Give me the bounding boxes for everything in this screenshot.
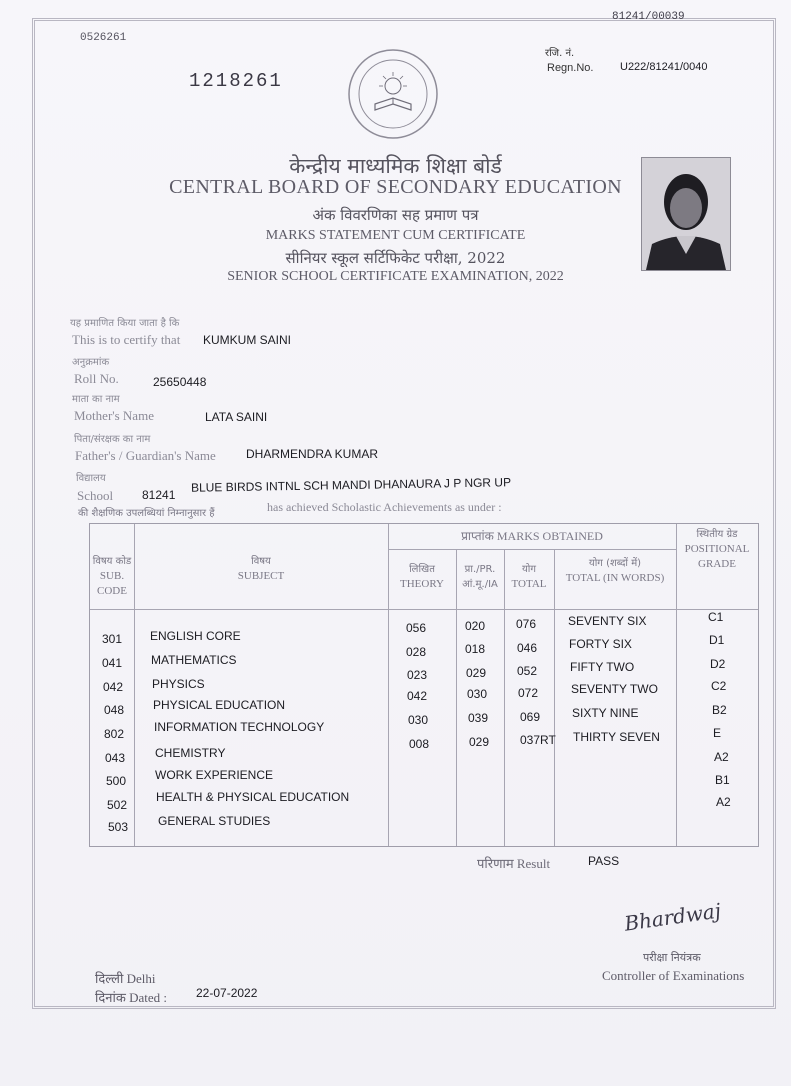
roll-label-hindi: अनुक्रमांक: [72, 357, 110, 368]
exam-title-hindi: सीनियर स्कूल सर्टिफिकेट परीक्षा, 2022: [285, 249, 506, 267]
theory-marks: 028: [406, 645, 427, 659]
issue-date: 22-07-2022: [196, 986, 258, 1000]
father-label: Father's / Guardian's Name: [75, 448, 216, 463]
positional-grade: D1: [709, 633, 725, 647]
total-in-words: SEVENTY SIX: [568, 614, 647, 628]
positional-grade: A2: [716, 795, 731, 809]
board-title-hindi: केन्द्रीय माध्यमिक शिक्षा बोर्ड: [289, 154, 502, 178]
header-positional-grade: स्थितीय ग्रेड POSITIONAL GRADE: [684, 529, 750, 570]
result-value: PASS: [588, 854, 620, 868]
sub-code: 043: [105, 751, 126, 765]
subject-name: WORK EXPERIENCE: [155, 768, 274, 782]
positional-grade: B2: [712, 703, 727, 717]
seal-emblem-icon: [345, 46, 441, 142]
practical-marks: 020: [465, 619, 486, 633]
school-name: BLUE BIRDS INTNL SCH MANDI DHANAURA J P NGR UP: [190, 475, 512, 495]
mother-name: LATA SAINI: [205, 410, 268, 424]
total-marks: 072: [518, 686, 539, 700]
exam-title: SENIOR SCHOOL CERTIFICATE EXAMINATION, 2022: [227, 269, 564, 284]
father-name: DHARMENDRA KUMAR: [246, 447, 379, 461]
sub-code: 503: [108, 820, 129, 834]
mother-label: Mother's Name: [74, 408, 154, 423]
practical-marks: 018: [465, 642, 486, 656]
header-total-words: योग (शब्दों में) TOTAL (IN WORDS): [565, 558, 665, 584]
marks-table: [89, 523, 759, 847]
practical-marks: 029: [466, 666, 487, 680]
certify-label-hindi: यह प्रमाणित किया जाता है कि: [70, 318, 180, 329]
achievement-label-hindi: की शैक्षणिक उपलब्धियां निम्नानुसार हैं: [78, 508, 215, 519]
header-sub-code: विषय कोड SUB. CODE: [92, 556, 132, 597]
total-marks: 037RT: [520, 733, 556, 747]
positional-grade: D2: [710, 657, 726, 671]
positional-grade: A2: [714, 750, 729, 764]
doc-title: MARKS STATEMENT CUM CERTIFICATE: [265, 228, 526, 243]
total-in-words: SEVENTY TWO: [571, 682, 658, 696]
serial-left: 0526261: [80, 32, 127, 44]
controller-signature: Bhardwaj: [622, 898, 723, 936]
school-label-hindi: विद्यालय: [76, 473, 106, 484]
subject-name: GENERAL STUDIES: [158, 814, 271, 828]
practical-marks: 030: [467, 687, 488, 701]
total-marks: 046: [517, 641, 538, 655]
school-label: School: [77, 488, 114, 503]
controller-title-hindi: परीक्षा नियंत्रक: [643, 951, 701, 964]
theory-marks: 056: [406, 621, 427, 635]
sub-code: 502: [107, 798, 128, 812]
subject-name: INFORMATION TECHNOLOGY: [154, 720, 325, 734]
header-practical: प्रा./PR. आं.मू./IA: [462, 564, 498, 590]
sub-code: 042: [103, 680, 124, 694]
sub-code: 301: [102, 632, 123, 646]
father-label-hindi: पिता/संरक्षक का नाम: [74, 434, 151, 445]
student-name: KUMKUM SAINI: [203, 333, 292, 347]
subject-name: PHYSICAL EDUCATION: [153, 698, 286, 712]
controller-title: Controller of Examinations: [602, 968, 745, 983]
cbse-seal-logo: [345, 46, 441, 142]
total-in-words: SIXTY NINE: [572, 706, 639, 720]
total-marks: 076: [516, 617, 537, 631]
subject-name: HEALTH & PHYSICAL EDUCATION: [156, 790, 350, 804]
theory-marks: 042: [407, 689, 428, 703]
positional-grade: C1: [708, 610, 724, 624]
practical-marks: 039: [468, 711, 489, 725]
practical-marks: 029: [469, 735, 490, 749]
regn-label: Regn.No.: [547, 62, 594, 74]
subject-name: CHEMISTRY: [155, 746, 226, 760]
roll-label: Roll No.: [74, 371, 119, 386]
dated-label: दिनांक Dated :: [95, 990, 167, 1005]
header-theory: लिखित THEORY: [400, 564, 444, 590]
regn-label-hindi: रजि. नं.: [545, 48, 575, 59]
sub-code: 041: [102, 656, 123, 670]
regn-number: U222/81241/0040: [620, 61, 708, 73]
place-label: दिल्ली Delhi: [95, 971, 156, 986]
subject-name: ENGLISH CORE: [150, 629, 241, 643]
positional-grade: E: [713, 726, 722, 740]
student-photo: [641, 157, 731, 271]
board-title: CENTRAL BOARD OF SECONDARY EDUCATION: [169, 176, 622, 198]
school-code: 81241: [142, 488, 176, 502]
serial-top-right: 81241/00039: [612, 11, 685, 23]
sub-code: 048: [104, 703, 125, 717]
mother-label-hindi: माता का नाम: [72, 394, 120, 405]
theory-marks: 030: [408, 713, 429, 727]
certify-label: This is to certify that: [72, 332, 181, 347]
doc-title-hindi: अंक विवरणिका सह प्रमाण पत्र: [312, 206, 479, 224]
total-in-words: FORTY SIX: [569, 637, 632, 651]
total-marks: 052: [517, 664, 538, 678]
positional-grade: C2: [711, 679, 727, 693]
header-subject: विषय SUBJECT: [237, 556, 285, 582]
header-marks-obtained: प्राप्तांक MARKS OBTAINED: [461, 529, 603, 543]
total-in-words: THIRTY SEVEN: [573, 730, 660, 744]
header-total: योग TOTAL: [511, 564, 547, 590]
certificate-number: 1218261: [189, 70, 283, 92]
total-marks: 069: [520, 710, 541, 724]
total-in-words: FIFTY TWO: [570, 660, 635, 674]
achievement-label: has achieved Scholastic Achievements as under :: [267, 500, 502, 514]
sub-code: 500: [106, 774, 127, 788]
subject-name: PHYSICS: [152, 677, 205, 691]
theory-marks: 008: [409, 737, 430, 751]
positional-grade: B1: [715, 773, 730, 787]
result-label: परिणाम Result: [477, 856, 551, 871]
subject-name: MATHEMATICS: [151, 653, 237, 667]
sub-code: 802: [104, 727, 125, 741]
theory-marks: 023: [407, 668, 428, 682]
roll-number: 25650448: [153, 375, 207, 389]
